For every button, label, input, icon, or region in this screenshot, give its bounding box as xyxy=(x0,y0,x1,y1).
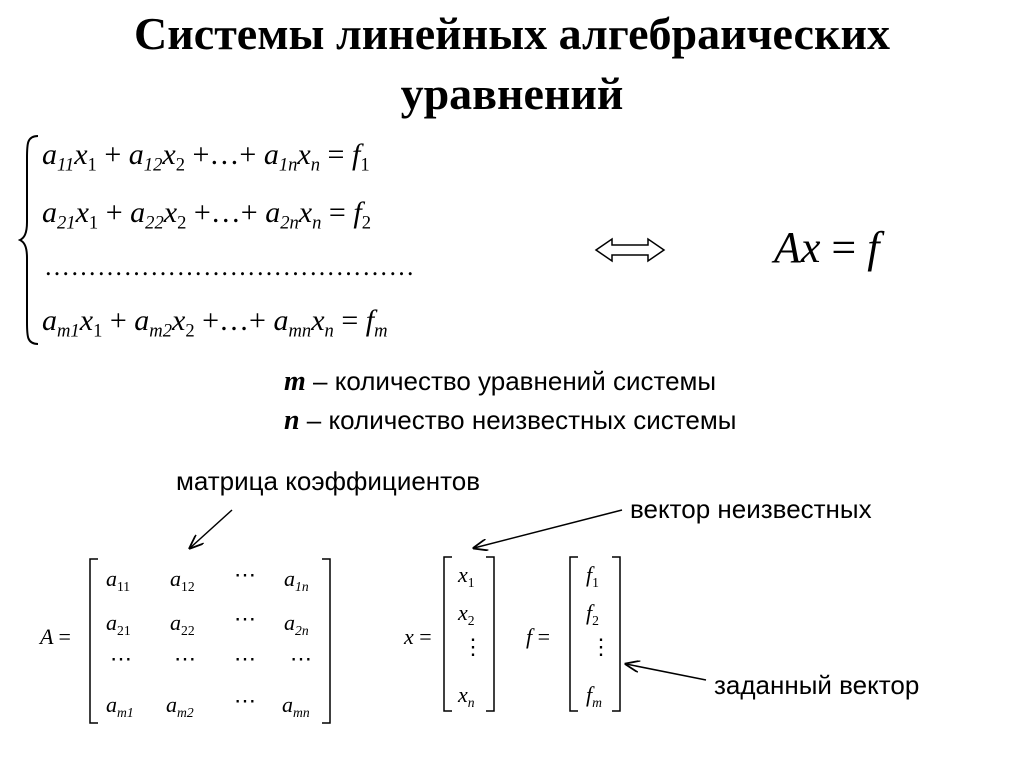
title-line-2: уравнений xyxy=(400,68,624,119)
matrix-a-cell: $a_{2n}$ xyxy=(284,610,309,638)
coef-matrix-arrow-icon xyxy=(190,510,232,548)
matrix-a-cell: ⋯ xyxy=(234,606,256,631)
matrix-a-cell: ⋯ xyxy=(110,646,132,671)
vector-f-entry: $f_2$ xyxy=(586,600,599,628)
matrix-a-cell: ⋯ xyxy=(234,688,256,713)
matrix-a-cell: $a_{m2}$ xyxy=(166,692,194,720)
matrix-a-cell: $a_{11}$ xyxy=(106,566,131,594)
coef-matrix-label: матрица коэффициентов xyxy=(176,466,481,496)
vector-x-right-bracket xyxy=(484,556,496,712)
definition-n: n – количество неизвестных системы xyxy=(284,405,737,436)
unknown-vector-arrow-icon xyxy=(474,510,622,548)
vector-f-entry: ⋮ xyxy=(590,634,612,659)
matrix-a-cell: $a_{1n}$ xyxy=(284,566,309,594)
vector-f-left-bracket xyxy=(568,556,580,712)
matrix-a-cell: $a_{22}$ xyxy=(170,610,195,638)
matrix-a-cell: ⋯ xyxy=(290,646,312,671)
matrix-a-cell: ⋯ xyxy=(174,646,196,671)
given-vector-arrow-icon xyxy=(626,664,706,680)
matrix-a-cell: ⋯ xyxy=(234,646,256,671)
title-line-1: Системы линейных алгебраических xyxy=(134,8,890,59)
equation-ellipsis-row: …………………………………… xyxy=(44,252,415,281)
matrix-form-equation: Ax = f xyxy=(774,223,880,272)
matrix-a-left-bracket xyxy=(88,558,100,724)
vector-x-lhs: x = xyxy=(404,624,432,649)
matrix-a-cell: $a_{mn}$ xyxy=(282,692,310,720)
vector-f-lhs: f = xyxy=(526,624,551,649)
matrix-a-lhs: A = xyxy=(40,624,71,649)
unknown-vector-label: вектор неизвестных xyxy=(630,494,872,524)
vector-x-entry: $x_2$ xyxy=(458,600,475,628)
given-vector-label: заданный вектор xyxy=(714,670,920,700)
matrix-a-cell: $a_{21}$ xyxy=(106,610,131,638)
vector-x-entry: $x_1$ xyxy=(458,562,475,590)
vector-f-entry: $f_m$ xyxy=(586,682,602,710)
vector-x-entry: $x_n$ xyxy=(458,682,475,710)
equation-row-1: $a_{11}x_1 + a_{12}x_2$ +…+ $a_{1n}x_n = f_1$ xyxy=(42,138,370,176)
matrix-a-cell: $a_{m1}$ xyxy=(106,692,134,720)
equation-row-m: $a_{m1}x_1 + a_{m2}x_2$ +…+ $a_{mn}x_n = f_m$ xyxy=(42,304,388,342)
matrix-a-right-bracket xyxy=(320,558,332,724)
equation-row-2: $a_{21}x_1 + a_{22}x_2$ +…+ $a_{2n}x_n = f_2$ xyxy=(42,196,371,234)
vector-f-entry: $f_1$ xyxy=(586,562,599,590)
vector-x-entry: ⋮ xyxy=(462,634,484,659)
vector-x-left-bracket xyxy=(442,556,454,712)
definition-m: m – количество уравнений системы xyxy=(284,366,717,397)
matrix-a-cell: $a_{12}$ xyxy=(170,566,195,594)
matrix-a-cell: ⋯ xyxy=(234,562,256,587)
